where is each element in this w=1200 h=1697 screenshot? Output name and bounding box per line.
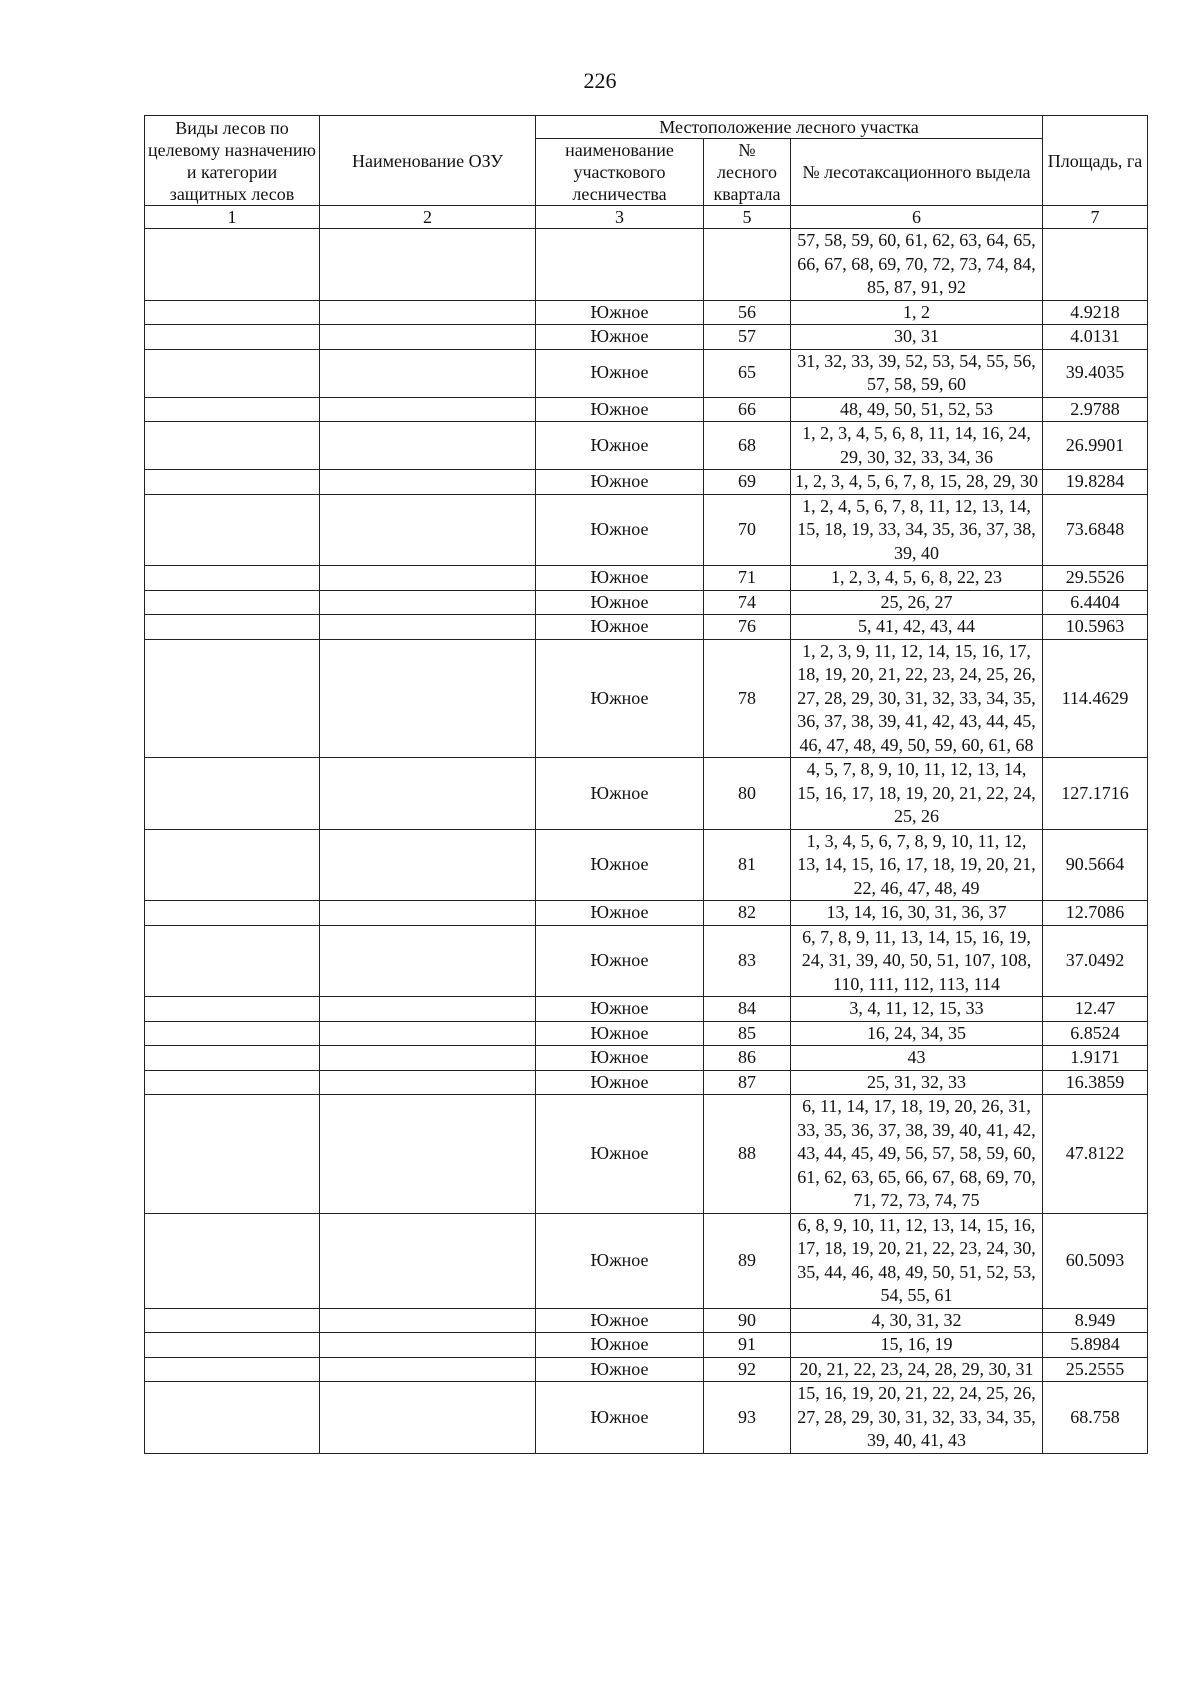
area-cell: 10.5963 <box>1043 615 1148 640</box>
ozu-name-cell <box>320 397 536 422</box>
forest-type-cell <box>145 901 320 926</box>
table-row <box>145 1333 1148 1358</box>
forest-type-cell <box>145 615 320 640</box>
column-number: 3 <box>536 206 704 229</box>
plot-numbers-cell: 57, 58, 59, 60, 61, 62, 63, 64, 65, 66, 67, 68, 69, 70, 72, 73, 74, 84, 85, 87, 91, 92 <box>791 229 1043 301</box>
header-area: Площадь, га <box>1043 116 1148 206</box>
forest-type-cell <box>145 422 320 470</box>
forestry-name-cell: Южное <box>536 590 704 615</box>
forest-type-cell <box>145 1070 320 1095</box>
quarter-number-cell: 93 <box>704 1382 791 1454</box>
area-cell: 6.8524 <box>1043 1021 1148 1046</box>
forestry-name-cell <box>536 229 704 301</box>
area-cell: 29.5526 <box>1043 566 1148 591</box>
forest-type-cell <box>145 1046 320 1071</box>
table-row <box>145 494 1148 566</box>
area-cell: 60.5093 <box>1043 1213 1148 1308</box>
ozu-name-cell <box>320 1382 536 1454</box>
forest-type-cell <box>145 1333 320 1358</box>
ozu-name-cell <box>320 1357 536 1382</box>
ozu-name-cell <box>320 901 536 926</box>
quarter-number-cell: 87 <box>704 1070 791 1095</box>
plot-numbers-cell: 6, 7, 8, 9, 11, 13, 14, 15, 16, 19, 24, 31, 39, 40, 50, 51, 107, 108, 110, 111, 112, 113, 114 <box>791 925 1043 997</box>
area-cell: 5.8984 <box>1043 1333 1148 1358</box>
plot-numbers-cell: 13, 14, 16, 30, 31, 36, 37 <box>791 901 1043 926</box>
ozu-name-cell <box>320 1095 536 1214</box>
forest-type-cell <box>145 300 320 325</box>
forestry-name-cell: Южное <box>536 615 704 640</box>
quarter-number-cell: 57 <box>704 325 791 350</box>
plot-numbers-cell: 1, 2, 3, 4, 5, 6, 7, 8, 15, 28, 29, 30 <box>791 470 1043 495</box>
header-plot-numbers: № лесотаксационного выдела <box>791 139 1043 206</box>
ozu-name-cell <box>320 494 536 566</box>
forest-type-cell <box>145 758 320 830</box>
ozu-name-cell <box>320 615 536 640</box>
forest-type-cell <box>145 1308 320 1333</box>
ozu-name-cell <box>320 925 536 997</box>
forestry-name-cell: Южное <box>536 1333 704 1358</box>
table-row <box>145 422 1148 470</box>
plot-numbers-cell: 16, 24, 34, 35 <box>791 1021 1043 1046</box>
table-row <box>145 997 1148 1022</box>
table-row <box>145 1308 1148 1333</box>
forest-type-cell <box>145 325 320 350</box>
ozu-name-cell <box>320 349 536 397</box>
plot-numbers-cell: 30, 31 <box>791 325 1043 350</box>
area-cell: 12.47 <box>1043 997 1148 1022</box>
plot-numbers-cell: 25, 31, 32, 33 <box>791 1070 1043 1095</box>
area-cell: 16.3859 <box>1043 1070 1148 1095</box>
ozu-name-cell <box>320 590 536 615</box>
area-cell: 12.7086 <box>1043 901 1148 926</box>
table-row <box>145 1357 1148 1382</box>
plot-numbers-cell: 15, 16, 19 <box>791 1333 1043 1358</box>
table-row <box>145 1046 1148 1071</box>
area-cell: 6.4404 <box>1043 590 1148 615</box>
plot-numbers-cell: 1, 2 <box>791 300 1043 325</box>
column-number: 2 <box>320 206 536 229</box>
forestry-name-cell: Южное <box>536 566 704 591</box>
forest-type-cell <box>145 470 320 495</box>
forest-type-cell <box>145 997 320 1022</box>
area-cell: 90.5664 <box>1043 829 1148 901</box>
header-ozu-name: Наименование ОЗУ <box>320 116 536 206</box>
quarter-number-cell: 71 <box>704 566 791 591</box>
area-cell: 127.1716 <box>1043 758 1148 830</box>
forest-type-cell <box>145 1021 320 1046</box>
forestry-name-cell: Южное <box>536 901 704 926</box>
table-row <box>145 397 1148 422</box>
ozu-name-cell <box>320 1021 536 1046</box>
column-number: 1 <box>145 206 320 229</box>
forestry-name-cell: Южное <box>536 829 704 901</box>
forest-type-cell <box>145 829 320 901</box>
forest-type-cell <box>145 1213 320 1308</box>
forestry-name-cell: Южное <box>536 1382 704 1454</box>
quarter-number-cell: 74 <box>704 590 791 615</box>
ozu-name-cell <box>320 758 536 830</box>
forestry-name-cell: Южное <box>536 758 704 830</box>
quarter-number-cell: 84 <box>704 997 791 1022</box>
forestry-name-cell: Южное <box>536 1357 704 1382</box>
plot-numbers-cell: 4, 5, 7, 8, 9, 10, 11, 12, 13, 14, 15, 16, 17, 18, 19, 20, 21, 22, 24, 25, 26 <box>791 758 1043 830</box>
quarter-number-cell: 92 <box>704 1357 791 1382</box>
forest-type-cell <box>145 229 320 301</box>
area-cell: 39.4035 <box>1043 349 1148 397</box>
quarter-number-cell: 85 <box>704 1021 791 1046</box>
area-cell: 4.0131 <box>1043 325 1148 350</box>
column-number: 5 <box>704 206 791 229</box>
ozu-name-cell <box>320 1308 536 1333</box>
ozu-name-cell <box>320 1213 536 1308</box>
table-row <box>145 1070 1148 1095</box>
page-number: 226 <box>583 68 617 93</box>
forest-type-cell <box>145 349 320 397</box>
area-cell: 47.8122 <box>1043 1095 1148 1214</box>
forestry-name-cell: Южное <box>536 1308 704 1333</box>
forestry-name-cell: Южное <box>536 1046 704 1071</box>
forestry-name-cell: Южное <box>536 1095 704 1214</box>
plot-numbers-cell: 4, 30, 31, 32 <box>791 1308 1043 1333</box>
forest-type-cell <box>145 639 320 758</box>
plot-numbers-cell: 1, 3, 4, 5, 6, 7, 8, 9, 10, 11, 12, 13, 14, 15, 16, 17, 18, 19, 20, 21, 22, 46, 47, 48, 49 <box>791 829 1043 901</box>
table-row <box>145 829 1148 901</box>
table-row <box>145 229 1148 301</box>
forest-type-cell <box>145 1357 320 1382</box>
forestry-name-cell: Южное <box>536 470 704 495</box>
header-forest-type: Виды лесов по целевому назначению и категории защитных лесов <box>145 116 320 206</box>
area-cell: 114.4629 <box>1043 639 1148 758</box>
plot-numbers-cell: 25, 26, 27 <box>791 590 1043 615</box>
table-row <box>145 1213 1148 1308</box>
quarter-number-cell: 91 <box>704 1333 791 1358</box>
table-row <box>145 1095 1148 1214</box>
ozu-name-cell <box>320 300 536 325</box>
plot-numbers-cell: 15, 16, 19, 20, 21, 22, 24, 25, 26, 27, 28, 29, 30, 31, 32, 33, 34, 35, 39, 40, 41, 43 <box>791 1382 1043 1454</box>
forestry-name-cell: Южное <box>536 997 704 1022</box>
table-row <box>145 1382 1148 1454</box>
forestry-name-cell: Южное <box>536 1021 704 1046</box>
table-row <box>145 758 1148 830</box>
plot-numbers-cell: 31, 32, 33, 39, 52, 53, 54, 55, 56, 57, 58, 59, 60 <box>791 349 1043 397</box>
plot-numbers-cell: 1, 2, 3, 4, 5, 6, 8, 11, 14, 16, 24, 29, 30, 32, 33, 34, 36 <box>791 422 1043 470</box>
forest-type-cell <box>145 925 320 997</box>
quarter-number-cell: 56 <box>704 300 791 325</box>
table-row <box>145 639 1148 758</box>
forest-type-cell <box>145 494 320 566</box>
table-row <box>145 470 1148 495</box>
plot-numbers-cell: 3, 4, 11, 12, 15, 33 <box>791 997 1043 1022</box>
plot-numbers-cell: 6, 11, 14, 17, 18, 19, 20, 26, 31, 33, 35, 36, 37, 38, 39, 40, 41, 42, 43, 44, 45, 49, 56, 57, 58, 59, 60, 61, 62, 63, 65, 66, 67, 68, 69, 70, 71, 72, 73, 74, 75 <box>791 1095 1043 1214</box>
quarter-number-cell: 65 <box>704 349 791 397</box>
quarter-number-cell: 81 <box>704 829 791 901</box>
plot-numbers-cell: 48, 49, 50, 51, 52, 53 <box>791 397 1043 422</box>
forestry-name-cell: Южное <box>536 422 704 470</box>
forest-type-cell <box>145 590 320 615</box>
plot-numbers-cell: 1, 2, 4, 5, 6, 7, 8, 11, 12, 13, 14, 15, 18, 19, 33, 34, 35, 36, 37, 38, 39, 40 <box>791 494 1043 566</box>
column-number: 7 <box>1043 206 1148 229</box>
ozu-name-cell <box>320 1070 536 1095</box>
plot-numbers-cell: 20, 21, 22, 23, 24, 28, 29, 30, 31 <box>791 1357 1043 1382</box>
area-cell: 4.9218 <box>1043 300 1148 325</box>
ozu-name-cell <box>320 639 536 758</box>
ozu-name-cell <box>320 566 536 591</box>
area-cell: 73.6848 <box>1043 494 1148 566</box>
header-quarter-number: № лесного квартала <box>704 139 791 206</box>
plot-numbers-cell: 5, 41, 42, 43, 44 <box>791 615 1043 640</box>
ozu-name-cell <box>320 422 536 470</box>
quarter-number-cell: 83 <box>704 925 791 997</box>
area-cell <box>1043 229 1148 301</box>
plot-numbers-cell: 1, 2, 3, 4, 5, 6, 8, 22, 23 <box>791 566 1043 591</box>
quarter-number-cell: 68 <box>704 422 791 470</box>
quarter-number-cell: 70 <box>704 494 791 566</box>
column-numbers-row <box>145 206 1148 229</box>
plot-numbers-cell: 1, 2, 3, 9, 11, 12, 14, 15, 16, 17, 18, 19, 20, 21, 22, 23, 24, 25, 26, 27, 28, 29, 30, 31, 32, 33, 34, 35, 36, 37, 38, 39, 41, 42, 43, 44, 45, 46, 47, 48, 49, 50, 59, 60, 61, 68 <box>791 639 1043 758</box>
table-body <box>145 229 1148 1454</box>
header-row <box>145 116 1148 139</box>
table-row <box>145 1021 1148 1046</box>
quarter-number-cell: 82 <box>704 901 791 926</box>
ozu-name-cell <box>320 997 536 1022</box>
forestry-name-cell: Южное <box>536 349 704 397</box>
header-location-group: Местоположение лесного участка <box>536 116 1043 139</box>
forest-type-cell <box>145 566 320 591</box>
ozu-name-cell <box>320 829 536 901</box>
forestry-name-cell: Южное <box>536 300 704 325</box>
forestry-name-cell: Южное <box>536 925 704 997</box>
forestry-name-cell: Южное <box>536 325 704 350</box>
area-cell: 19.8284 <box>1043 470 1148 495</box>
table-row <box>145 615 1148 640</box>
area-cell: 8.949 <box>1043 1308 1148 1333</box>
ozu-name-cell <box>320 1046 536 1071</box>
forest-type-cell <box>145 1382 320 1454</box>
table-row <box>145 901 1148 926</box>
forest-type-cell <box>145 397 320 422</box>
area-cell: 37.0492 <box>1043 925 1148 997</box>
ozu-name-cell <box>320 470 536 495</box>
table-row <box>145 590 1148 615</box>
header-forestry-name: наименование участкового лесничества <box>536 139 704 206</box>
plot-numbers-cell: 43 <box>791 1046 1043 1071</box>
quarter-number-cell: 90 <box>704 1308 791 1333</box>
quarter-number-cell: 78 <box>704 639 791 758</box>
forestry-name-cell: Южное <box>536 397 704 422</box>
forestry-name-cell: Южное <box>536 1070 704 1095</box>
area-cell: 26.9901 <box>1043 422 1148 470</box>
table-row <box>145 566 1148 591</box>
quarter-number-cell: 69 <box>704 470 791 495</box>
ozu-name-cell <box>320 1333 536 1358</box>
table-row <box>145 325 1148 350</box>
forest-plots-table <box>144 115 1148 1454</box>
area-cell: 68.758 <box>1043 1382 1148 1454</box>
area-cell: 25.2555 <box>1043 1357 1148 1382</box>
quarter-number-cell: 80 <box>704 758 791 830</box>
quarter-number-cell <box>704 229 791 301</box>
ozu-name-cell <box>320 229 536 301</box>
forestry-name-cell: Южное <box>536 639 704 758</box>
quarter-number-cell: 89 <box>704 1213 791 1308</box>
forestry-name-cell: Южное <box>536 1213 704 1308</box>
area-cell: 2.9788 <box>1043 397 1148 422</box>
ozu-name-cell <box>320 325 536 350</box>
column-number: 6 <box>791 206 1043 229</box>
table-row <box>145 300 1148 325</box>
plot-numbers-cell: 6, 8, 9, 10, 11, 12, 13, 14, 15, 16, 17, 18, 19, 20, 21, 22, 23, 24, 30, 35, 44, 46, 48, 49, 50, 51, 52, 53, 54, 55, 61 <box>791 1213 1043 1308</box>
quarter-number-cell: 88 <box>704 1095 791 1214</box>
forestry-name-cell: Южное <box>536 494 704 566</box>
table-row <box>145 925 1148 997</box>
quarter-number-cell: 66 <box>704 397 791 422</box>
quarter-number-cell: 86 <box>704 1046 791 1071</box>
forest-type-cell <box>145 1095 320 1214</box>
area-cell: 1.9171 <box>1043 1046 1148 1071</box>
table-row <box>145 349 1148 397</box>
quarter-number-cell: 76 <box>704 615 791 640</box>
